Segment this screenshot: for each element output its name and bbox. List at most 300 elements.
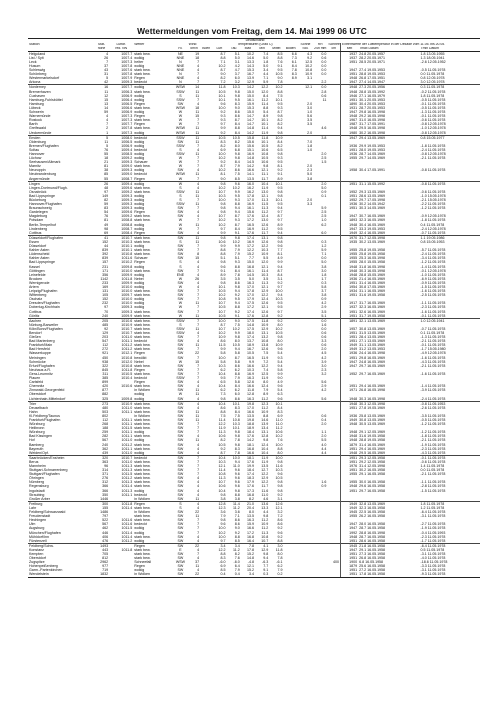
cell-height: 1486 (100, 510, 109, 515)
cell-wind-speed: 7 (197, 118, 200, 123)
cell-wind-speed: 7 (197, 459, 200, 464)
cell-wind-speed: 11 (195, 202, 200, 207)
cell-temp-mean: 8.8 (277, 89, 283, 94)
cell-temp-dew: 3.2 (234, 80, 240, 85)
cell-temp-min: 11.3 (261, 530, 269, 535)
cell-rain-mm: 2.3 (321, 367, 327, 372)
cell-pressure: 1008.7 (121, 176, 133, 181)
cell-wind-direction: SW (173, 235, 188, 240)
cell-temp-max: 14.6 (246, 55, 254, 60)
cell-wind-direction: E (179, 547, 182, 552)
cell-wind-speed: 11 (195, 564, 200, 569)
cell-extreme-min: 1.8 13.05.1955 (420, 51, 481, 56)
cell-temp-min: 12.2 (255, 85, 269, 90)
cell-temp-min: 5.9 (263, 80, 269, 85)
cell-temp-air: 6.5 (220, 380, 226, 385)
cell-wind-speed: 15 (195, 359, 200, 364)
cell-temp-min: 7.5 (263, 351, 269, 356)
cell-station: Wendelstein (29, 572, 49, 577)
cell-height: 485 (102, 322, 109, 327)
cell-height: 1 (106, 130, 109, 135)
cell-weather: stark bew. (133, 235, 172, 240)
header-wind-direction: Ri. (173, 47, 188, 51)
cell-wind-direction: SW (177, 530, 184, 535)
cell-extreme-min: -5.7 11.05.1978 (420, 248, 446, 253)
cell-since: 1951 (341, 568, 359, 572)
cell-weather: stark bew. (134, 309, 151, 314)
cell-temp-min: 11.4 (261, 101, 269, 106)
cell-station: Helgoland (28, 51, 94, 56)
cell-extreme-max: 28.4 13.05.1969 (359, 335, 386, 340)
cell-weather: stark bew. (134, 484, 151, 489)
cell-rain-mm: 4.0 (321, 442, 327, 447)
cell-since: 1947 (341, 548, 359, 552)
cell-height: 882 (102, 392, 109, 397)
cell-wind-direction: W (178, 222, 183, 227)
header-weather: Wetter (134, 42, 145, 46)
cell-wind-speed: 7 (197, 268, 200, 273)
cell-station: Hof (29, 438, 35, 443)
cell-wind-speed: 7 (197, 59, 200, 64)
cell-temp-mean: 8.4 (277, 272, 283, 277)
cell-pressure: 1011.0 (121, 450, 133, 455)
cell-temp-dew: 9.0 (234, 526, 240, 531)
cell-extreme-max: 30.4 20.05.1953 (359, 101, 386, 106)
cell-pressure: 1011.3 (121, 480, 133, 485)
cell-weather: stark bew. (134, 384, 151, 389)
cell-temp-dew: 9.2 (234, 530, 240, 535)
cell-temp-max: 12.8 (246, 392, 254, 397)
cell-temp-min: 12.4 (261, 442, 269, 447)
header-snow-cm: cm (327, 47, 340, 51)
cell-temp-min: 7.7 (263, 564, 269, 569)
cell-temp-max: 16.2 (246, 189, 254, 194)
cell-temp-max: 14.8 (246, 556, 254, 561)
cell-temp-air: 9.9 (220, 347, 226, 352)
cell-weather: stark bew. (134, 252, 151, 257)
cell-temp-min: 3.4 (263, 68, 269, 73)
cell-since: 1947 (341, 110, 359, 114)
cell-since: 1937 (341, 51, 359, 56)
cell-temp-air: 10.7 (218, 326, 226, 331)
cell-weather: stark bew. (134, 514, 151, 519)
cell-wind-speed: 4 (197, 568, 200, 573)
cell-station: Köln/Bonn/Flughafen (29, 326, 63, 331)
cell-temp-dew: 8.0 (234, 143, 240, 148)
cell-wind-speed: 7 (197, 472, 200, 477)
cell-temp-dew: 8.3 (234, 405, 240, 410)
cell-wind-speed: 7 (197, 244, 200, 249)
cell-height: 719 (102, 568, 109, 573)
cell-temp-min: 9.8 (263, 514, 269, 519)
cell-wind-direction: SW (177, 388, 184, 393)
cell-extreme-min: -1.0 12.05.1978 (420, 126, 446, 131)
cell-temp-max: 12.6 (246, 380, 254, 385)
cell-weather: Regen (134, 351, 145, 356)
cell-height: 462 (102, 526, 109, 531)
cell-height: 44 (104, 244, 109, 249)
cell-temp-air: 8.6 (220, 405, 226, 410)
cell-extreme-max: 29.7 17.05.1998 (359, 198, 386, 202)
cell-temp-air: 10.2 (218, 331, 226, 335)
cell-temp-air: 12.1 (218, 464, 226, 468)
cell-rain-mm: 1.5 (321, 160, 327, 165)
cell-height: 169 (102, 284, 109, 289)
cell-wind-direction: SW (177, 347, 184, 352)
cell-temp-max: 14.5 (246, 160, 254, 165)
cell-wind-speed: 4 (197, 534, 200, 539)
cell-temp-dew: 9.8 (234, 151, 240, 156)
cell-extreme-min: 0.8 15.05.1977 (420, 135, 481, 140)
cell-temp-air: 8.7 (220, 322, 226, 327)
cell-rain-mm: 2.2 (321, 80, 327, 85)
cell-extreme-min: -0.8 12.05.1978 (420, 122, 446, 127)
cell-station: Bückeburg (29, 198, 47, 202)
cell-temp-ground: 6.1 (291, 59, 297, 64)
cell-station: List / Sylt (29, 55, 44, 60)
header-temp-min: Min (255, 47, 269, 51)
cell-weather: stark bew. (134, 442, 151, 447)
cell-pressure: 1009.9 (121, 313, 133, 318)
cell-temp-max: 13.9 (246, 76, 254, 81)
cell-temp-max: 17.9 (246, 480, 254, 485)
cell-height: 231 (102, 264, 109, 269)
header-snow: Schnee (328, 42, 340, 46)
cell-temp-min: 11.9 (255, 455, 269, 460)
cell-temp-air: 11.4 (218, 417, 226, 422)
cell-temp-mean: 9.2 (269, 318, 283, 323)
cell-temp-min: 11.3 (261, 280, 269, 285)
cell-temp-air: 10.3 (218, 363, 226, 368)
cell-station: Hechingen (29, 518, 47, 523)
cell-extreme-max: 31.4 12.05.1998 (359, 464, 386, 468)
cell-temp-max: 12.1 (246, 564, 254, 569)
cell-station: Hannover (29, 151, 45, 156)
cell-height: 268 (102, 422, 109, 427)
cell-wind-speed: 11 (195, 514, 200, 519)
cell-rain-mm: 3.0 (321, 268, 327, 273)
cell-wind-speed: 7 (197, 289, 200, 294)
cell-temp-air: 10.7 (218, 214, 226, 219)
cell-temp-dew: 7.8 (234, 272, 240, 277)
cell-wind-direction: SW (177, 139, 184, 144)
cell-temp-ground: 7.3 (291, 55, 297, 60)
cell-temp-max: 14.5 (246, 272, 254, 277)
cell-temp-air: 8.8 (220, 55, 226, 60)
cell-since: 1955 (341, 248, 359, 252)
cell-temp-min: 12.5 (261, 371, 269, 376)
cell-pressure: 1010.6 (109, 318, 133, 323)
cell-pressure: 1009.3 (121, 198, 133, 202)
cell-temp-dew: 9.0 (226, 318, 240, 323)
cell-temp-mean: 8.2 (277, 143, 283, 148)
cell-weather: stark bew. (134, 505, 151, 510)
cell-pressure: 1011.5 (121, 426, 133, 431)
cell-extreme-max: 26.8 17.05.1951 (359, 76, 386, 81)
cell-wind-speed: 11 (195, 239, 200, 244)
cell-pressure: 1006.4 (121, 97, 133, 102)
cell-weather: stark bew. (134, 268, 151, 273)
cell-temp-max: 16.4 (246, 538, 254, 543)
cell-since: 1955 (341, 472, 359, 476)
cell-extreme-max: 28.8 19.05.1953 (359, 72, 386, 77)
cell-temp-dew: 8.4 (234, 268, 240, 273)
cell-wind-speed: 7 (197, 335, 200, 340)
cell-extreme-min: -0.1 11.05.1978 (420, 455, 481, 460)
cell-extreme-min: -2.3 11.05.1978 (420, 305, 446, 310)
cell-since: 1931 (341, 106, 359, 110)
cell-station: Deuselbach (29, 405, 48, 410)
cell-temp-air: 10.7 (218, 301, 226, 306)
cell-temp-min: 11.0 (261, 492, 269, 497)
cell-temp-dew: 8.8 (234, 126, 240, 131)
cell-extreme-max: 30.2 13.05.1969 (359, 239, 386, 244)
cell-since: 1949 (341, 501, 359, 506)
cell-wind-direction: SW (177, 363, 184, 368)
cell-since: 1949 (341, 347, 359, 351)
cell-temp-mean: 9.4 (277, 206, 283, 211)
cell-wind-direction: SW (177, 248, 184, 253)
cell-temp-min: 11.8 (255, 318, 269, 323)
cell-weather: wolkig (134, 64, 145, 68)
cell-station: Warnemünde (29, 114, 51, 119)
cell-extreme-min: 0.5 11.05.1978 (420, 547, 445, 552)
cell-temp-max: 14.7 (246, 122, 254, 127)
cell-temp-min: 12.9 (261, 476, 269, 481)
cell-weather: wolkig (134, 526, 145, 531)
cell-wind-speed: 7 (197, 530, 200, 535)
cell-temp-air: 10.5 (218, 289, 226, 294)
cell-station: Emden (28, 135, 94, 140)
cell-wind-direction: W (178, 114, 183, 119)
cell-temp-air: 7.5 (220, 413, 226, 418)
cell-height: 205 (94, 318, 109, 323)
cell-rain-mm: 1.2 (321, 244, 327, 249)
cell-temp-dew: 10.2 (232, 185, 240, 190)
cell-extreme-max: 28.7 20.05.1953 (359, 105, 386, 110)
cell-station: Schmücke (29, 359, 46, 364)
cell-temp-min: 11.9 (261, 130, 269, 135)
cell-weather: heiter (134, 59, 144, 64)
cell-wind-speed: 7 (197, 164, 200, 169)
cell-weather: wolkig (134, 193, 145, 198)
cell-temp-min: 11.7 (261, 230, 269, 235)
cell-weather: wolkig (134, 530, 145, 535)
cell-rain-mm: 4.4 (321, 446, 327, 451)
cell-temp-air: 10.0 (212, 318, 226, 323)
cell-station: Schönberg (29, 72, 47, 77)
cell-station: Göttingen (29, 268, 45, 273)
cell-weather: wolkig (134, 143, 145, 148)
cell-extreme-min: -1.6 11.05.1978 (420, 355, 446, 360)
cell-wind-direction: W (178, 164, 183, 169)
cell-temp-dew: 9.0 (234, 105, 240, 110)
cell-extreme-max: 29.3 13.05.1969 (359, 189, 386, 194)
cell-temp-dew: 8.6 (234, 522, 240, 527)
cell-temp-max: 17.8 (246, 289, 254, 294)
cell-weather: Nebel (134, 359, 144, 364)
cell-wind-speed: 11 (195, 139, 200, 144)
cell-height: 363 (102, 459, 109, 464)
cell-wind-speed: 11 (195, 126, 200, 131)
cell-wind-direction: SW (177, 293, 184, 298)
cell-temp-dew: 9.6 (234, 468, 240, 473)
weather-report-table (28, 39, 480, 577)
cell-temp-mean: 8.0 (277, 450, 283, 455)
cell-since: 1951 (341, 314, 359, 319)
cell-height: 1832 (100, 572, 109, 577)
cell-weather: Regen (133, 543, 172, 548)
cell-weather: bedeckt (134, 339, 147, 344)
cell-height: 406 (102, 534, 109, 539)
cell-temp-mean: 10.2 (275, 434, 283, 439)
cell-wind-direction: SW (177, 459, 184, 464)
cell-pressure: 1010.8 (121, 252, 133, 257)
cell-temp-air: 10.4 (212, 401, 226, 406)
cell-since: 1947 (341, 522, 359, 526)
cell-temp-mean: 9.8 (277, 335, 283, 340)
cell-since: 1937 (341, 305, 359, 309)
cell-since: 1967 (341, 118, 359, 122)
cell-wind-speed: 7 (197, 355, 200, 360)
cell-temp-dew: 10.8 (232, 417, 240, 422)
cell-temp-min: 10.8 (261, 151, 269, 156)
cell-station: Husum (29, 64, 41, 68)
cell-station: Braunschweig (29, 206, 52, 211)
cell-wind-direction: SW (177, 355, 184, 360)
cell-temp-min: 9.4 (263, 556, 269, 561)
cell-weather: in Wolken (134, 413, 150, 418)
cell-since: 1951 (341, 72, 359, 76)
cell-rain-mm: 4.2 (321, 301, 327, 306)
cell-extreme-min: -2.4 11.05.1978 (420, 396, 446, 401)
cell-since: 1951 (341, 310, 359, 314)
cell-extreme-min: -3.1 11.05.1978 (420, 568, 446, 573)
cell-wind-speed: 4 (197, 214, 200, 219)
cell-since: 1955 (341, 256, 359, 260)
cell-station: Stuttgart/Flughafen (29, 472, 60, 477)
cell-temp-mean: 9.6 (277, 396, 283, 401)
cell-temp-mean: 9.8 (277, 189, 283, 194)
cell-temp-air: 9.5 (220, 376, 226, 381)
cell-temp-air: 8.2 (220, 438, 226, 443)
cell-height: 4 (94, 51, 109, 56)
cell-height: 322 (102, 363, 109, 368)
cell-temp-min: 8.8 (263, 105, 269, 110)
cell-temp-dew: 11.0 (233, 464, 240, 468)
cell-rain-mm: 5.0 (321, 260, 327, 265)
cell-wind-direction: SW (177, 534, 184, 539)
cell-extreme-min: -0.1 11.05.1978 (420, 343, 446, 348)
cell-extreme-min: -1.1 11.05.1978 (420, 301, 446, 306)
cell-temp-air: 11.8 (212, 85, 226, 90)
cell-weather: bedeckt (134, 492, 147, 497)
cell-extreme-min: -4.9 12.05.1978 (420, 351, 446, 356)
cell-weather: wolkig (134, 156, 145, 161)
cell-since: 1948 (341, 438, 359, 442)
cell-height: 55 (104, 151, 109, 156)
cell-station: Lüchow (29, 156, 42, 161)
cell-extreme-min: -1.1 11.05.1978 (420, 480, 446, 485)
cell-since: 1948 (341, 422, 359, 426)
cell-wind-direction: W (178, 110, 183, 115)
cell-since: 1987 (341, 122, 359, 126)
cell-height: 2 (106, 126, 109, 131)
cell-temp-max: 16.9 (246, 202, 254, 207)
cell-temp-mean: 8.5 (269, 51, 283, 56)
cell-temp-mean: 9.5 (277, 185, 283, 190)
cell-extreme-max: 27.1 13.05.1969 (359, 339, 386, 344)
cell-temp-dew: 9.6 (234, 480, 240, 485)
cell-wind-speed: 14 (188, 85, 200, 90)
cell-weather: stark bew. (134, 459, 151, 464)
cell-extreme-min: 1.2 11.05.1978 (420, 505, 445, 510)
cell-rain-mm: 3.8 (321, 264, 327, 269)
cell-temp-air: 9.7 (220, 226, 226, 231)
cell-wind-speed: 7 (197, 426, 200, 431)
cell-temp-mean: 9.7 (277, 210, 283, 215)
cell-station: Marnitz (29, 164, 41, 169)
cell-temp-dew: 9.9 (234, 244, 240, 249)
cell-temp-max: 16.1 (246, 97, 254, 102)
cell-station: Lahr (29, 505, 37, 510)
cell-pressure: 1007.3 (121, 130, 133, 135)
cell-extreme-min: -0.8 11.05.1978 (420, 168, 446, 173)
cell-rain-mm: 2.0 (321, 434, 327, 439)
cell-extreme-max: 29.4 16.05.1969 (359, 446, 386, 451)
cell-extreme-max: 31.4 16.05.1969 (359, 442, 386, 447)
cell-temp-mean: 10.2 (269, 85, 283, 90)
cell-temp-dew: 11.2 (233, 505, 240, 510)
cell-extreme-max: 29.4 16.05.1969 (359, 384, 386, 389)
cell-temp-mean: 7.9 (277, 568, 283, 573)
cell-temp-max: 14.7 (246, 114, 254, 119)
cell-temp-min: 7.4 (263, 367, 269, 372)
cell-extreme-min: 3.0 12.05.1978 (420, 80, 445, 85)
cell-wind-direction: SW (177, 434, 184, 439)
cell-temp-dew: 9.4 (234, 289, 240, 294)
cell-temp-min: 10.3 (261, 272, 269, 277)
cell-temp-mean: 9.6 (277, 530, 283, 535)
cell-temp-mean: 6.5 (277, 147, 283, 152)
cell-temp-air: 9.9 (220, 230, 226, 235)
cell-wind-direction: ENE (176, 272, 185, 277)
cell-temp-min: 11.5 (261, 202, 269, 207)
cell-station: Bayreuth (29, 446, 44, 451)
cell-temp-mean: 9.8 (277, 239, 283, 244)
cell-temp-max: 18.1 (246, 442, 254, 447)
cell-temp-dew: 8.4 (234, 130, 240, 135)
cell-temp-mean: 9.5 (277, 202, 283, 207)
cell-temp-mean: 10.2 (275, 326, 283, 331)
cell-temp-dew: 9.4 (234, 206, 240, 211)
cell-temp-mean: 3.1 (277, 276, 283, 281)
cell-station: Heilbronn (29, 426, 45, 431)
cell-temp-air: 9.3 (220, 118, 226, 123)
cell-rain-mm: 1.6 (321, 480, 327, 485)
cell-temp-mean: 8.0 (277, 322, 283, 327)
cell-station: Schleswig (29, 68, 46, 73)
cell-temp-mean: 8.2 (277, 118, 283, 123)
cell-wind-speed: 11 (195, 110, 200, 115)
cell-temp-dew: 6.0 (234, 392, 240, 397)
cell-station: Lichtenhain-Mittelndorf (29, 396, 66, 401)
cell-wind-direction: SW (177, 468, 184, 473)
cell-height: 1142 (100, 276, 109, 281)
cell-since: 1936 (341, 144, 359, 148)
cell-temp-air: 8.8 (220, 248, 226, 253)
cell-temp-max: 13.5 (246, 176, 254, 181)
